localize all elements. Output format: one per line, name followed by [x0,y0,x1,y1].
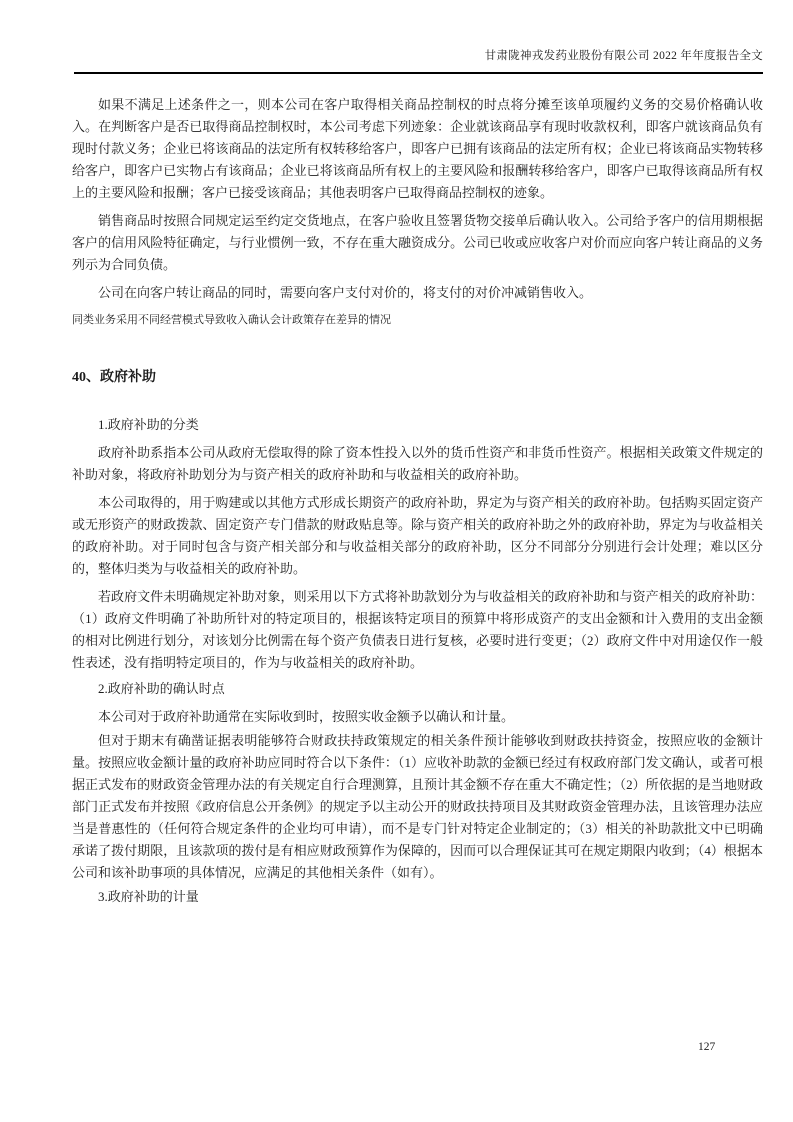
paragraph-unspecified-target-subsidy: 若政府文件未明确规定补助对象，则采用以下方式将补助款划分为与收益相关的政府补助和与资产相关的政府补助：（1）政府文件明确了补助所针对的特定项目的，根据该特定项目的预算中将形成资产的支出金额和计入费用的支出金额的相对比例进行划分，对该划分比例需在每个资产负债表日进行复核，必要时进行变更；（2）政府文件中对用途仅作一般性表述，没有指明特定项目的，作为与收益相关的政府补助。 [72,589,763,670]
subsection-title-classification: 1.政府补助的分类 [98,417,199,432]
report-title: 甘肃陇神戎发药业股份有限公司 2022 年年度报告全文 [484,50,763,62]
page-header [74,48,763,74]
subsection-title-measurement: 3.政府补助的计量 [98,889,199,904]
paragraph-consideration-paid: 公司在向客户转让商品的同时，需要向客户支付对价的，将支付的对价冲减销售收入。 [98,285,593,300]
subsection-title-recognition-timing: 2.政府补助的确认时点 [98,681,225,696]
paragraph-delivery-confirmation: 销售商品时按照合同规定运至约定交货地点，在客户验收且签署货物交接单后确认收入。公司给予客户的信用期根据客户的信用风险特征确定，与行业惯例一致，不存在重大融资成分。公司已收或应收客户对价而应向客户转让商品的义务列示为合同负债。 [72,213,763,272]
section-title-government-subsidy: 40、政府补助 [72,370,156,385]
paragraph-asset-related-subsidy: 本公司取得的，用于购建或以其他方式形成长期资产的政府补助，界定为与资产相关的政府补助。包括购买固定资产或无形资产的财政拨款、固定资产专门借款的财政贴息等。除与资产相关的政府补助之外的政府补助，界定为与收益相关的政府补助。对于同时包含与资产相关部分和与收益相关部分的政府补助，区分不同部分分别进行会计处理；难以区分的，整体归类为与收益相关的政府补助。 [72,495,763,576]
paragraph-revenue-control-indicators: 如果不满足上述条件之一，则本公司在客户取得相关商品控制权的时点将分摊至该单项履约义务的交易价格确认收入。在判断客户是否已取得商品控制权时，本公司考虑下列迹象：企业就该商品享有现时收款权利，即客户就该商品负有现时付款义务；企业已将该商品的法定所有权转移给客户，即客户已拥有该商品的法定所有权；企业已将该商品实物转移给客户，即客户已实物占有该商品；企业已将该商品所有权上的主要风险和报酬转移给客户，即客户已取得该商品所有权上的主要风险和报酬；客户已接受该商品；其他表明客户已取得商品控制权的迹象。 [72,97,763,200]
paragraph-receivable-conditions: 但对于期末有确凿证据表明能够符合财政扶持政策规定的相关条件预计能够收到财政扶持资金，按照应收的金额计量。按照应收金额计量的政府补助应同时符合以下条件：（1）应收补助款的金额已经过有权政府部门发文确认，或者可根据正式发布的财政资金管理办法的有关规定自行合理测算，且预计其金额不存在重大不确定性；（2）所依据的是当地财政部门正式发布并按照《政府信息公开条例》的规定予以主动公开的财政扶持项目及其财政资金管理办法，且该管理办法应当是普惠性的（任何符合规定条件的企业均可申请），而不是专门针对特定企业制定的；（3）相关的补助款批文中已明确承诺了拨付期限，且该款项的拨付是有相应财政预算作为保障的，因而可以合理保证其可在规定期限内收到；（4）根据本公司和该补助事项的具体情况，应满足的其他相关条件（如有）。 [72,733,763,880]
page-number: 127 [698,1041,716,1053]
page-content [72,74,763,908]
paragraph-subsidy-definition: 政府补助系指本公司从政府无偿取得的除了资本性投入以外的货币性资产和非货币性资产。根据相关政策文件规定的补助对象，将政府补助划分为与资产相关的政府补助和与收益相关的政府补助。 [72,445,763,482]
paragraph-actual-receipt: 本公司对于政府补助通常在实际收到时，按照实收金额予以确认和计量。 [98,709,515,724]
note-different-business-models: 同类业务采用不同经营模式导致收入确认会计政策存在差异的情况 [72,314,391,326]
